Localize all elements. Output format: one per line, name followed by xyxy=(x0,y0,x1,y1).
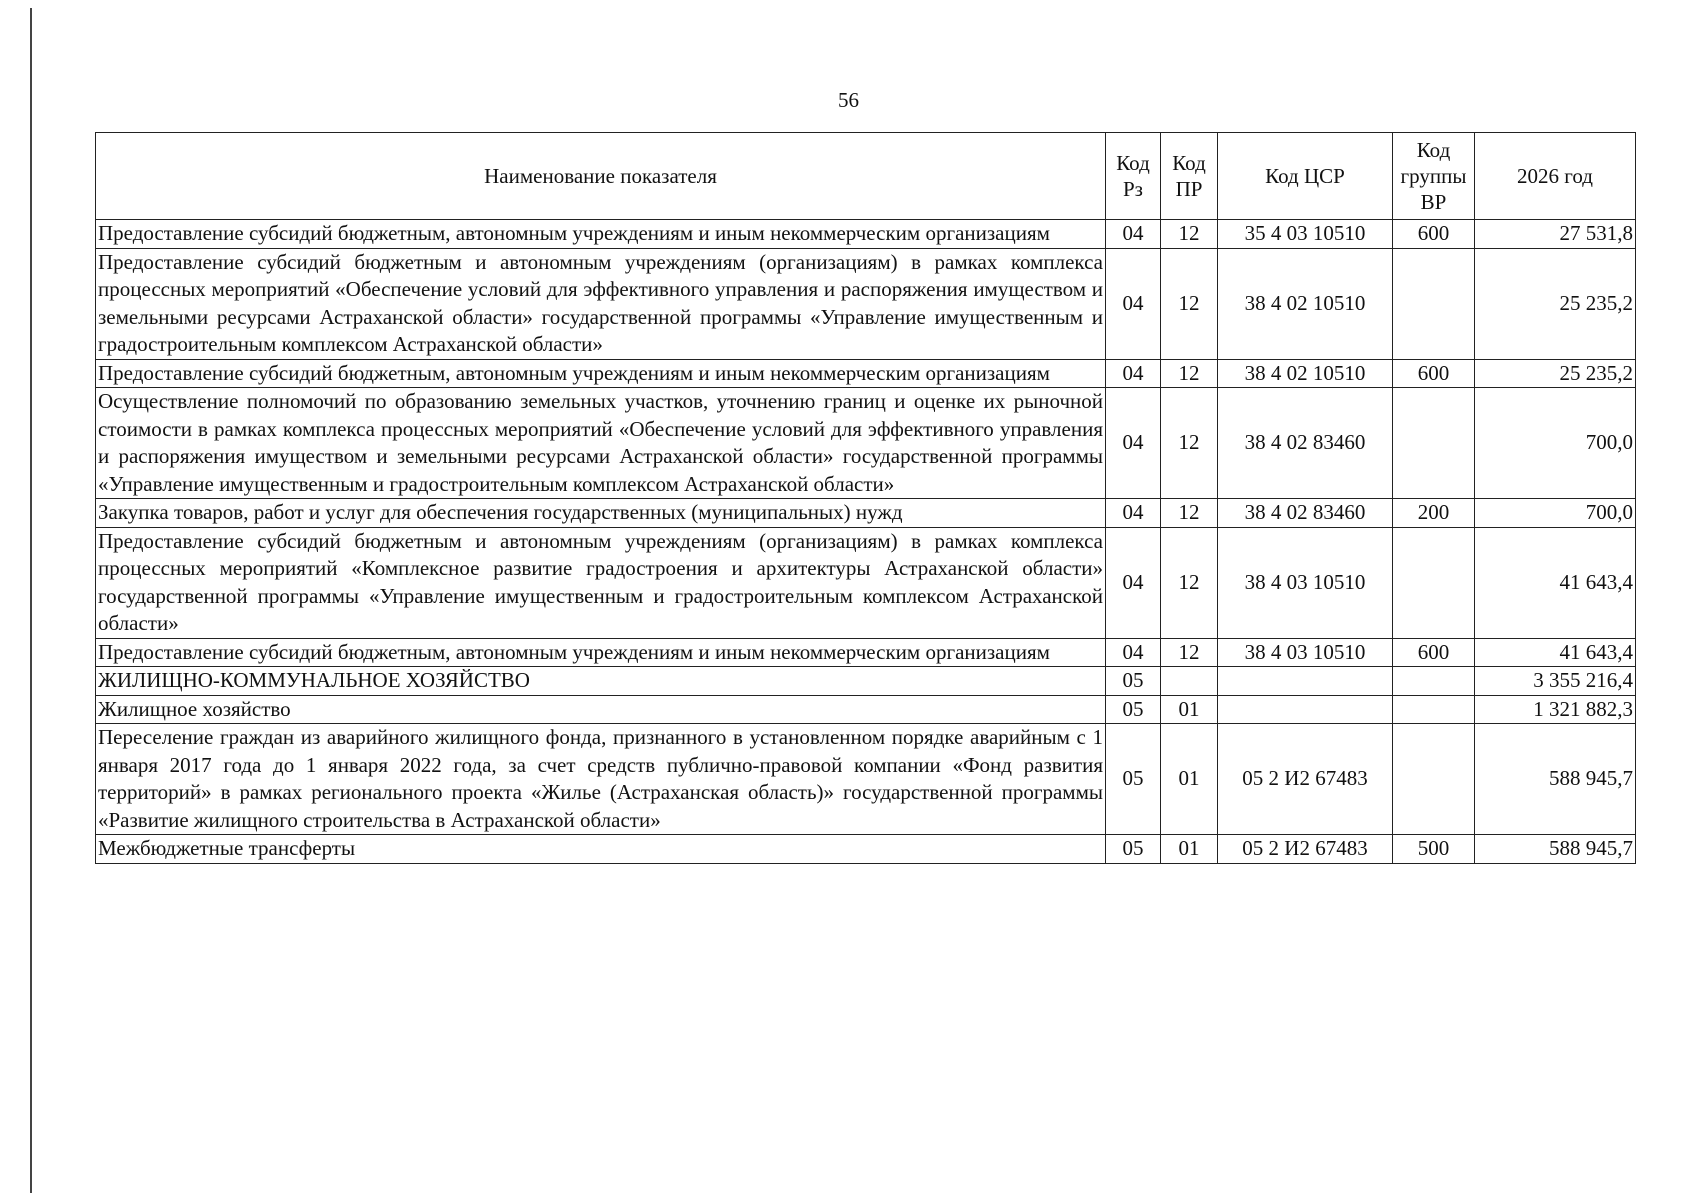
row-csr: 38 4 03 10510 xyxy=(1218,638,1393,667)
row-amount: 588 945,7 xyxy=(1475,835,1636,864)
header-pr: Код ПР xyxy=(1161,133,1218,220)
row-name: Предоставление субсидий бюджетным, автономным учреждениям и иным некоммерческим организациям xyxy=(96,638,1106,667)
row-name: ЖИЛИЩНО-КОММУНАЛЬНОЕ ХОЗЯЙСТВО xyxy=(96,667,1106,696)
table-row xyxy=(96,835,1636,864)
header-name: Наименование показателя xyxy=(96,133,1106,220)
table-row xyxy=(96,220,1636,249)
row-amount: 1 321 882,3 xyxy=(1475,695,1636,724)
table-row xyxy=(96,724,1636,835)
row-rz: 04 xyxy=(1106,388,1161,499)
row-pr: 12 xyxy=(1161,638,1218,667)
row-csr: 38 4 02 83460 xyxy=(1218,388,1393,499)
row-pr: 01 xyxy=(1161,724,1218,835)
row-vr: 600 xyxy=(1393,638,1475,667)
table-row xyxy=(96,499,1636,528)
row-pr: 12 xyxy=(1161,499,1218,528)
row-rz: 05 xyxy=(1106,835,1161,864)
row-csr: 38 4 02 10510 xyxy=(1218,359,1393,388)
row-rz: 04 xyxy=(1106,499,1161,528)
header-vr: Код группы ВР xyxy=(1393,133,1475,220)
row-amount: 700,0 xyxy=(1475,388,1636,499)
row-name: Жилищное хозяйство xyxy=(96,695,1106,724)
row-csr: 05 2 И2 67483 xyxy=(1218,835,1393,864)
row-rz: 05 xyxy=(1106,724,1161,835)
row-rz: 04 xyxy=(1106,527,1161,638)
table-header-row xyxy=(96,133,1636,220)
row-name: Предоставление субсидий бюджетным и автономным учреждениям (организациям) в рамках комплекса процессных мероприятий «Комплексное развитие градостроения и архитектуры Астраханской области» государственной программы «Управление имущественным и градостроительным комплексом Астраханской области» xyxy=(96,527,1106,638)
row-amount: 3 355 216,4 xyxy=(1475,667,1636,696)
row-amount: 41 643,4 xyxy=(1475,527,1636,638)
budget-table xyxy=(95,132,1636,864)
row-csr: 38 4 02 10510 xyxy=(1218,248,1393,359)
row-name: Переселение граждан из аварийного жилищного фонда, признанного в установленном порядке аварийным с 1 января 2017 года до 1 января 2022 года, за счет средств публично-правовой компании «Фонд развития территорий» в рамках регионального проекта «Жилье (Астраханская область)» государственной программы «Развитие жилищного строительства в Астраханской области» xyxy=(96,724,1106,835)
row-rz: 05 xyxy=(1106,667,1161,696)
row-csr: 38 4 03 10510 xyxy=(1218,527,1393,638)
row-csr xyxy=(1218,667,1393,696)
row-rz: 04 xyxy=(1106,248,1161,359)
binding-edge-line xyxy=(30,8,32,1193)
row-vr xyxy=(1393,388,1475,499)
table-row xyxy=(96,359,1636,388)
row-vr xyxy=(1393,527,1475,638)
row-name: Предоставление субсидий бюджетным, автономным учреждениям и иным некоммерческим организациям xyxy=(96,220,1106,249)
table-row xyxy=(96,248,1636,359)
row-amount: 41 643,4 xyxy=(1475,638,1636,667)
row-csr: 35 4 03 10510 xyxy=(1218,220,1393,249)
header-csr: Код ЦСР xyxy=(1218,133,1393,220)
row-rz: 05 xyxy=(1106,695,1161,724)
row-amount: 25 235,2 xyxy=(1475,248,1636,359)
row-vr xyxy=(1393,667,1475,696)
table-row xyxy=(96,388,1636,499)
row-pr: 12 xyxy=(1161,388,1218,499)
row-vr xyxy=(1393,724,1475,835)
row-pr: 12 xyxy=(1161,248,1218,359)
row-vr xyxy=(1393,248,1475,359)
row-vr xyxy=(1393,695,1475,724)
row-amount: 700,0 xyxy=(1475,499,1636,528)
row-rz: 04 xyxy=(1106,359,1161,388)
table-row xyxy=(96,667,1636,696)
table-row xyxy=(96,638,1636,667)
row-amount: 27 531,8 xyxy=(1475,220,1636,249)
page-number: 56 xyxy=(838,88,859,112)
row-amount: 588 945,7 xyxy=(1475,724,1636,835)
table-row xyxy=(96,527,1636,638)
row-pr: 12 xyxy=(1161,220,1218,249)
table-row xyxy=(96,695,1636,724)
row-name: Предоставление субсидий бюджетным и автономным учреждениям (организациям) в рамках комплекса процессных мероприятий «Обеспечение условий для эффективного управления и распоряжения имуществом и земельными ресурсами Астраханской области» государственной программы «Управление имущественным и градостроительным комплексом Астраханской области» xyxy=(96,248,1106,359)
row-name: Осуществление полномочий по образованию земельных участков, уточнению границ и оценке их рыночной стоимости в рамках комплекса процессных мероприятий «Обеспечение условий для эффективного управления и распоряжения имуществом и земельными ресурсами Астраханской области» государственной программы «Управление имущественным и градостроительным комплексом Астраханской области» xyxy=(96,388,1106,499)
row-pr: 12 xyxy=(1161,527,1218,638)
row-pr: 01 xyxy=(1161,835,1218,864)
row-pr: 12 xyxy=(1161,359,1218,388)
row-rz: 04 xyxy=(1106,638,1161,667)
row-rz: 04 xyxy=(1106,220,1161,249)
row-pr xyxy=(1161,667,1218,696)
row-name: Межбюджетные трансферты xyxy=(96,835,1106,864)
row-csr: 38 4 02 83460 xyxy=(1218,499,1393,528)
row-name: Закупка товаров, работ и услуг для обеспечения государственных (муниципальных) нужд xyxy=(96,499,1106,528)
row-csr xyxy=(1218,695,1393,724)
row-csr: 05 2 И2 67483 xyxy=(1218,724,1393,835)
header-year: 2026 год xyxy=(1475,133,1636,220)
header-rz: Код Рз xyxy=(1106,133,1161,220)
row-amount: 25 235,2 xyxy=(1475,359,1636,388)
row-vr: 200 xyxy=(1393,499,1475,528)
row-pr: 01 xyxy=(1161,695,1218,724)
row-vr: 500 xyxy=(1393,835,1475,864)
row-vr: 600 xyxy=(1393,359,1475,388)
row-name: Предоставление субсидий бюджетным, автономным учреждениям и иным некоммерческим организациям xyxy=(96,359,1106,388)
row-vr: 600 xyxy=(1393,220,1475,249)
